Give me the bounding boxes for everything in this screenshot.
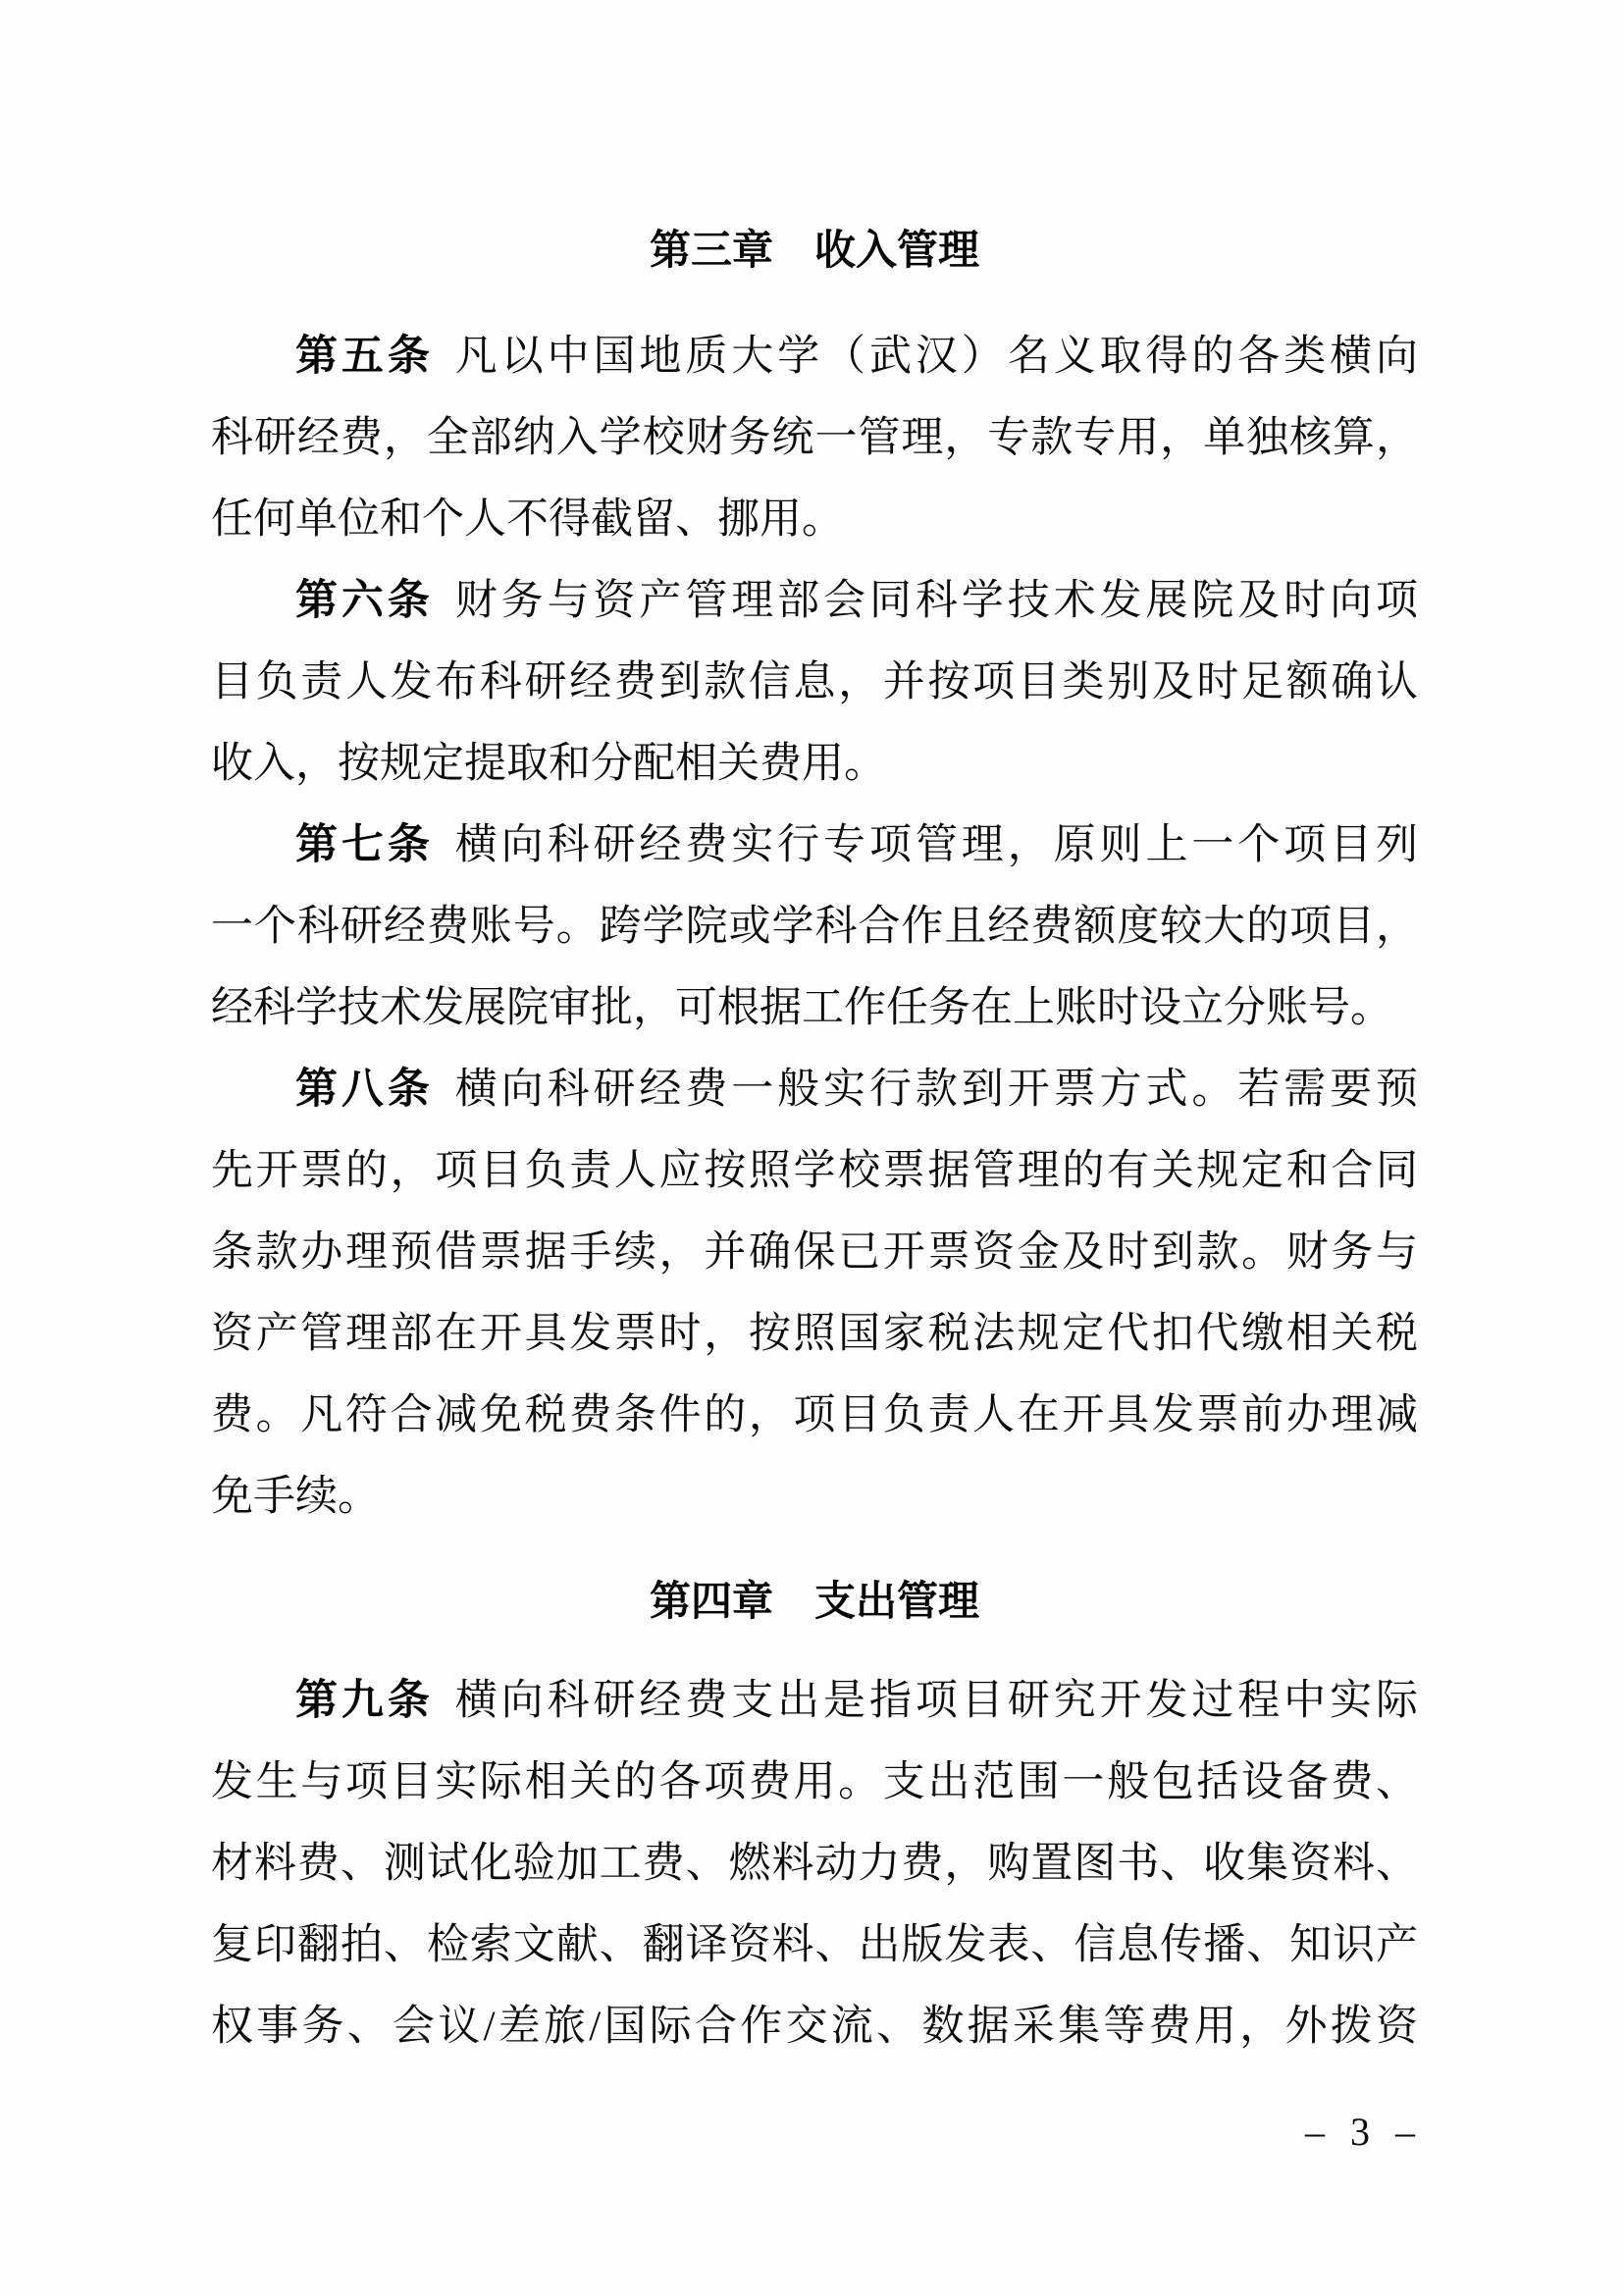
article-text: 横向科研经费一般实行款到开票方式。若需要预 (454, 1067, 1419, 1113)
text-line: 费。凡符合减免税费条件的，项目负责人在开具发票前办理减 (211, 1392, 1418, 1438)
text-line: 收入，按规定提取和分配相关费用。 (211, 741, 886, 787)
text-line (211, 316, 1418, 397)
page-number: – 3 – (1305, 2110, 1418, 2154)
article-number: 第八条 (295, 1066, 434, 1113)
article-7 (211, 805, 1418, 1049)
chapter-heading-4: 第四章 支出管理 (649, 1578, 979, 1624)
text-line: 材料费、测试化验加工费、燃料动力费，购置图书、收集资料、 (211, 1841, 1418, 1887)
article-6 (211, 560, 1418, 805)
chapter-heading-3: 第三章 收入管理 (649, 227, 979, 273)
text-line (211, 560, 1418, 642)
text-line: 复印翻拍、检索文献、翻译资料、出版发表、信息传播、知识产 (211, 1922, 1418, 1968)
article-number: 第五条 (295, 333, 434, 380)
text-line: 资产管理部在开具发票时，按照国家税法规定代扣代缴相关税 (211, 1311, 1418, 1357)
text-line: 先开票的，项目负责人应按照学校票据管理的有关规定和合同 (211, 1148, 1418, 1194)
text-line: 一个科研经费账号。跨学院或学科合作且经费额度较大的项目， (211, 904, 1418, 950)
text-line: 免手续。 (211, 1474, 380, 1520)
text-line: 经科学技术发展院审批，可根据工作任务在上账时设立分账号。 (211, 985, 1392, 1031)
text-line: 科研经费，全部纳入学校财务统一管理，专款专用，单独核算， (211, 415, 1418, 461)
article-5 (211, 316, 1418, 560)
article-text: 横向科研经费支出是指项目研究开发过程中实际 (454, 1678, 1419, 1724)
text-line: 发生与项目实际相关的各项费用。支出范围一般包括设备费、 (211, 1759, 1418, 1805)
text-line: 权事务、会议/差旅/国际合作交流、数据采集等费用，外拨资 (211, 2004, 1418, 2050)
text-line (211, 1049, 1418, 1130)
text-line: 任何单位和个人不得截留、挪用。 (211, 496, 844, 543)
article-text: 财务与资产管理部会同科学技术发展院及时向项 (454, 578, 1419, 624)
article-text: 横向科研经费实行专项管理，原则上一个项目列 (454, 822, 1419, 868)
article-number: 第七条 (295, 821, 434, 868)
text-line: 条款办理预借票据手续，并确保已开票资金及时到款。财务与 (211, 1229, 1418, 1276)
article-text: 凡以中国地质大学（武汉）名义取得的各类横向 (454, 334, 1419, 380)
text-line (211, 805, 1418, 886)
text-line: 目负责人发布科研经费到款信息，并按项目类别及时足额确认 (211, 659, 1418, 705)
article-number: 第九条 (295, 1677, 434, 1724)
article-9 (211, 1660, 1418, 2067)
article-8 (211, 1049, 1418, 1538)
article-number: 第六条 (295, 577, 434, 624)
text-line (211, 1660, 1418, 1742)
